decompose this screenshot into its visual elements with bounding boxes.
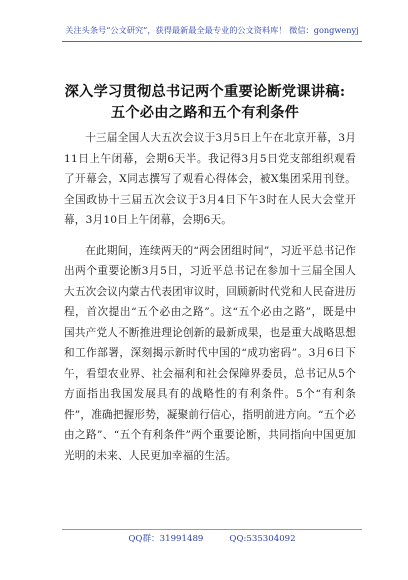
paragraph-1: 十三届全国人大五次会议于3月5日上午在北京开幕，3月11日上午闭幕，会期6天半。我记得3月5日党支部组织观看了开幕会，X同志撰写了观看心得体会，被X集团采用刊登。全国政协十三届五次会议于3月4日下午3时在人民大会堂开幕，3月10日上午闭幕，会期6天。: [64, 132, 356, 226]
document-title: [50, 82, 360, 124]
footer-divider: [62, 529, 362, 530]
footer-qq-group: QQ群：31991489: [128, 534, 204, 544]
header-divider: [62, 41, 362, 42]
document-body: [64, 128, 356, 476]
header-note: 关注头条号“公文研究”，获得最新最全最专业的公文资料库！ 微信：gongwenyj: [65, 25, 359, 35]
footer-qq-number: QQ:535304092: [229, 534, 296, 544]
paragraph-2: 在此期间，连续两天的“两会团组时间”，习近平总书记作出两个重要论断3月5日，习近平总书记在参加十三届全国人大五次会议内蒙古代表团审议时，回顾新时代党和人民奋进历程，首次提出“五个必由之路”。这“五个必由之路”，既是中国共产党人不断推进理论创新的最新成果，也是重大战略思想和工作部署，深刻揭示新时代中国的“成功密码”。3月6日下午，看望农业界、社会福利和社会保障界委员，总书记从5个方面指出我国发展具有的战略性的有利条件。5个“有利条件”，准确把握形势，凝聚前行信心，指明前进方向。“五个必由之路”、“五个有利条件”两个重要论断，共同指向中国更加光明的未来、人民更加幸福的生活。: [64, 244, 356, 462]
title-line-2: 五个必由之路和五个有利条件: [110, 105, 300, 121]
footer-note: [62, 532, 362, 544]
title-line-1: 深入学习贯彻总书记两个重要论断党课讲稿:: [64, 84, 346, 100]
